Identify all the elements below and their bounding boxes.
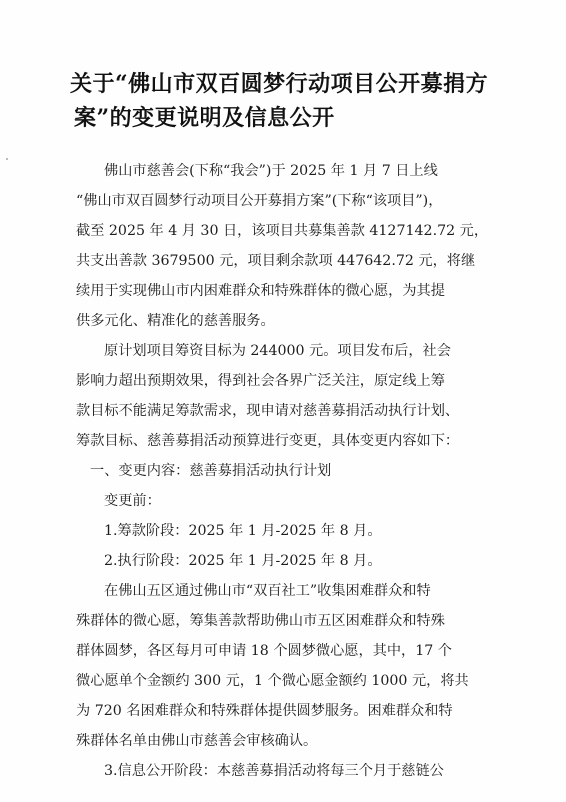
section-heading: 一、变更内容：慈善募捐活动执行计划	[90, 463, 332, 479]
paragraph-2-line: 原计划项目筹资目标为 244000 元。项目发布后，社会	[104, 343, 451, 359]
list-item: 3.信息公开阶段：本慈善募捐活动将每三个月于慈链公	[104, 763, 444, 779]
paragraph-3-line: 群体圆梦，各区每月可申请 18 个圆梦微心愿，其中，17 个	[76, 643, 452, 659]
document-title	[70, 67, 510, 135]
list-item: 1.筹款阶段：2025 年 1 月-2025 年 8 月。	[104, 523, 382, 539]
paragraph-1-line: 佛山市慈善会(下称“我会”)于 2025 年 1 月 7 日上线	[104, 163, 438, 179]
paragraph-3-line: 殊群体的微心愿，筹集善款帮助佛山市五区困难群众和特殊	[76, 613, 445, 629]
paragraph-3-line: 为 720 名困难群众和特殊群体提供圆梦服务。困难群众和特	[76, 703, 453, 719]
paragraph-2-line: 影响力超出预期效果，得到社会各界广泛关注，原定线上筹	[76, 373, 445, 389]
list-item: 2.执行阶段：2025 年 1 月-2025 年 8 月。	[104, 553, 382, 569]
paragraph-1-line: 截至 2025 年 4 月 30 日，该项目共募集善款 4127142.72 元，	[76, 223, 489, 239]
paragraph-1-line: “佛山市双百圆梦行动项目公开募捐方案”(下称“该项目”)，	[76, 193, 443, 209]
paragraph-3-line: 微心愿单个金额约 300 元，1 个微心愿金额约 1000 元，将共	[76, 673, 469, 689]
paragraph-3-line: 在佛山五区通过佛山市“双百社工”收集困难群众和特	[104, 583, 431, 599]
document-body	[76, 156, 516, 786]
title-line-1: 关于“佛山市双百圆梦行动项目公开募捐方	[70, 71, 489, 97]
scan-artifact	[6, 158, 8, 160]
paragraph-3-line: 殊群体名单由佛山市慈善会审核确认。	[76, 733, 318, 749]
paragraph-2-line: 款目标不能满足筹款需求，现申请对慈善募捐活动执行计划、	[76, 403, 460, 419]
title-line-2: 案”的变更说明及信息公开	[74, 105, 335, 131]
paragraph-1-line: 共支出善款 3679500 元，项目剩余款项 447642.72 元，将继	[76, 253, 476, 269]
paragraph-1-line: 续用于实现佛山市内困难群众和特殊群体的微心愿，为其提	[76, 283, 445, 299]
subheading-before-change: 变更前：	[104, 493, 161, 509]
paragraph-1-line: 供多元化、精准化的慈善服务。	[76, 313, 275, 329]
paragraph-2-line: 筹款目标、慈善募捐活动预算进行变更，具体变更内容如下：	[76, 433, 460, 449]
